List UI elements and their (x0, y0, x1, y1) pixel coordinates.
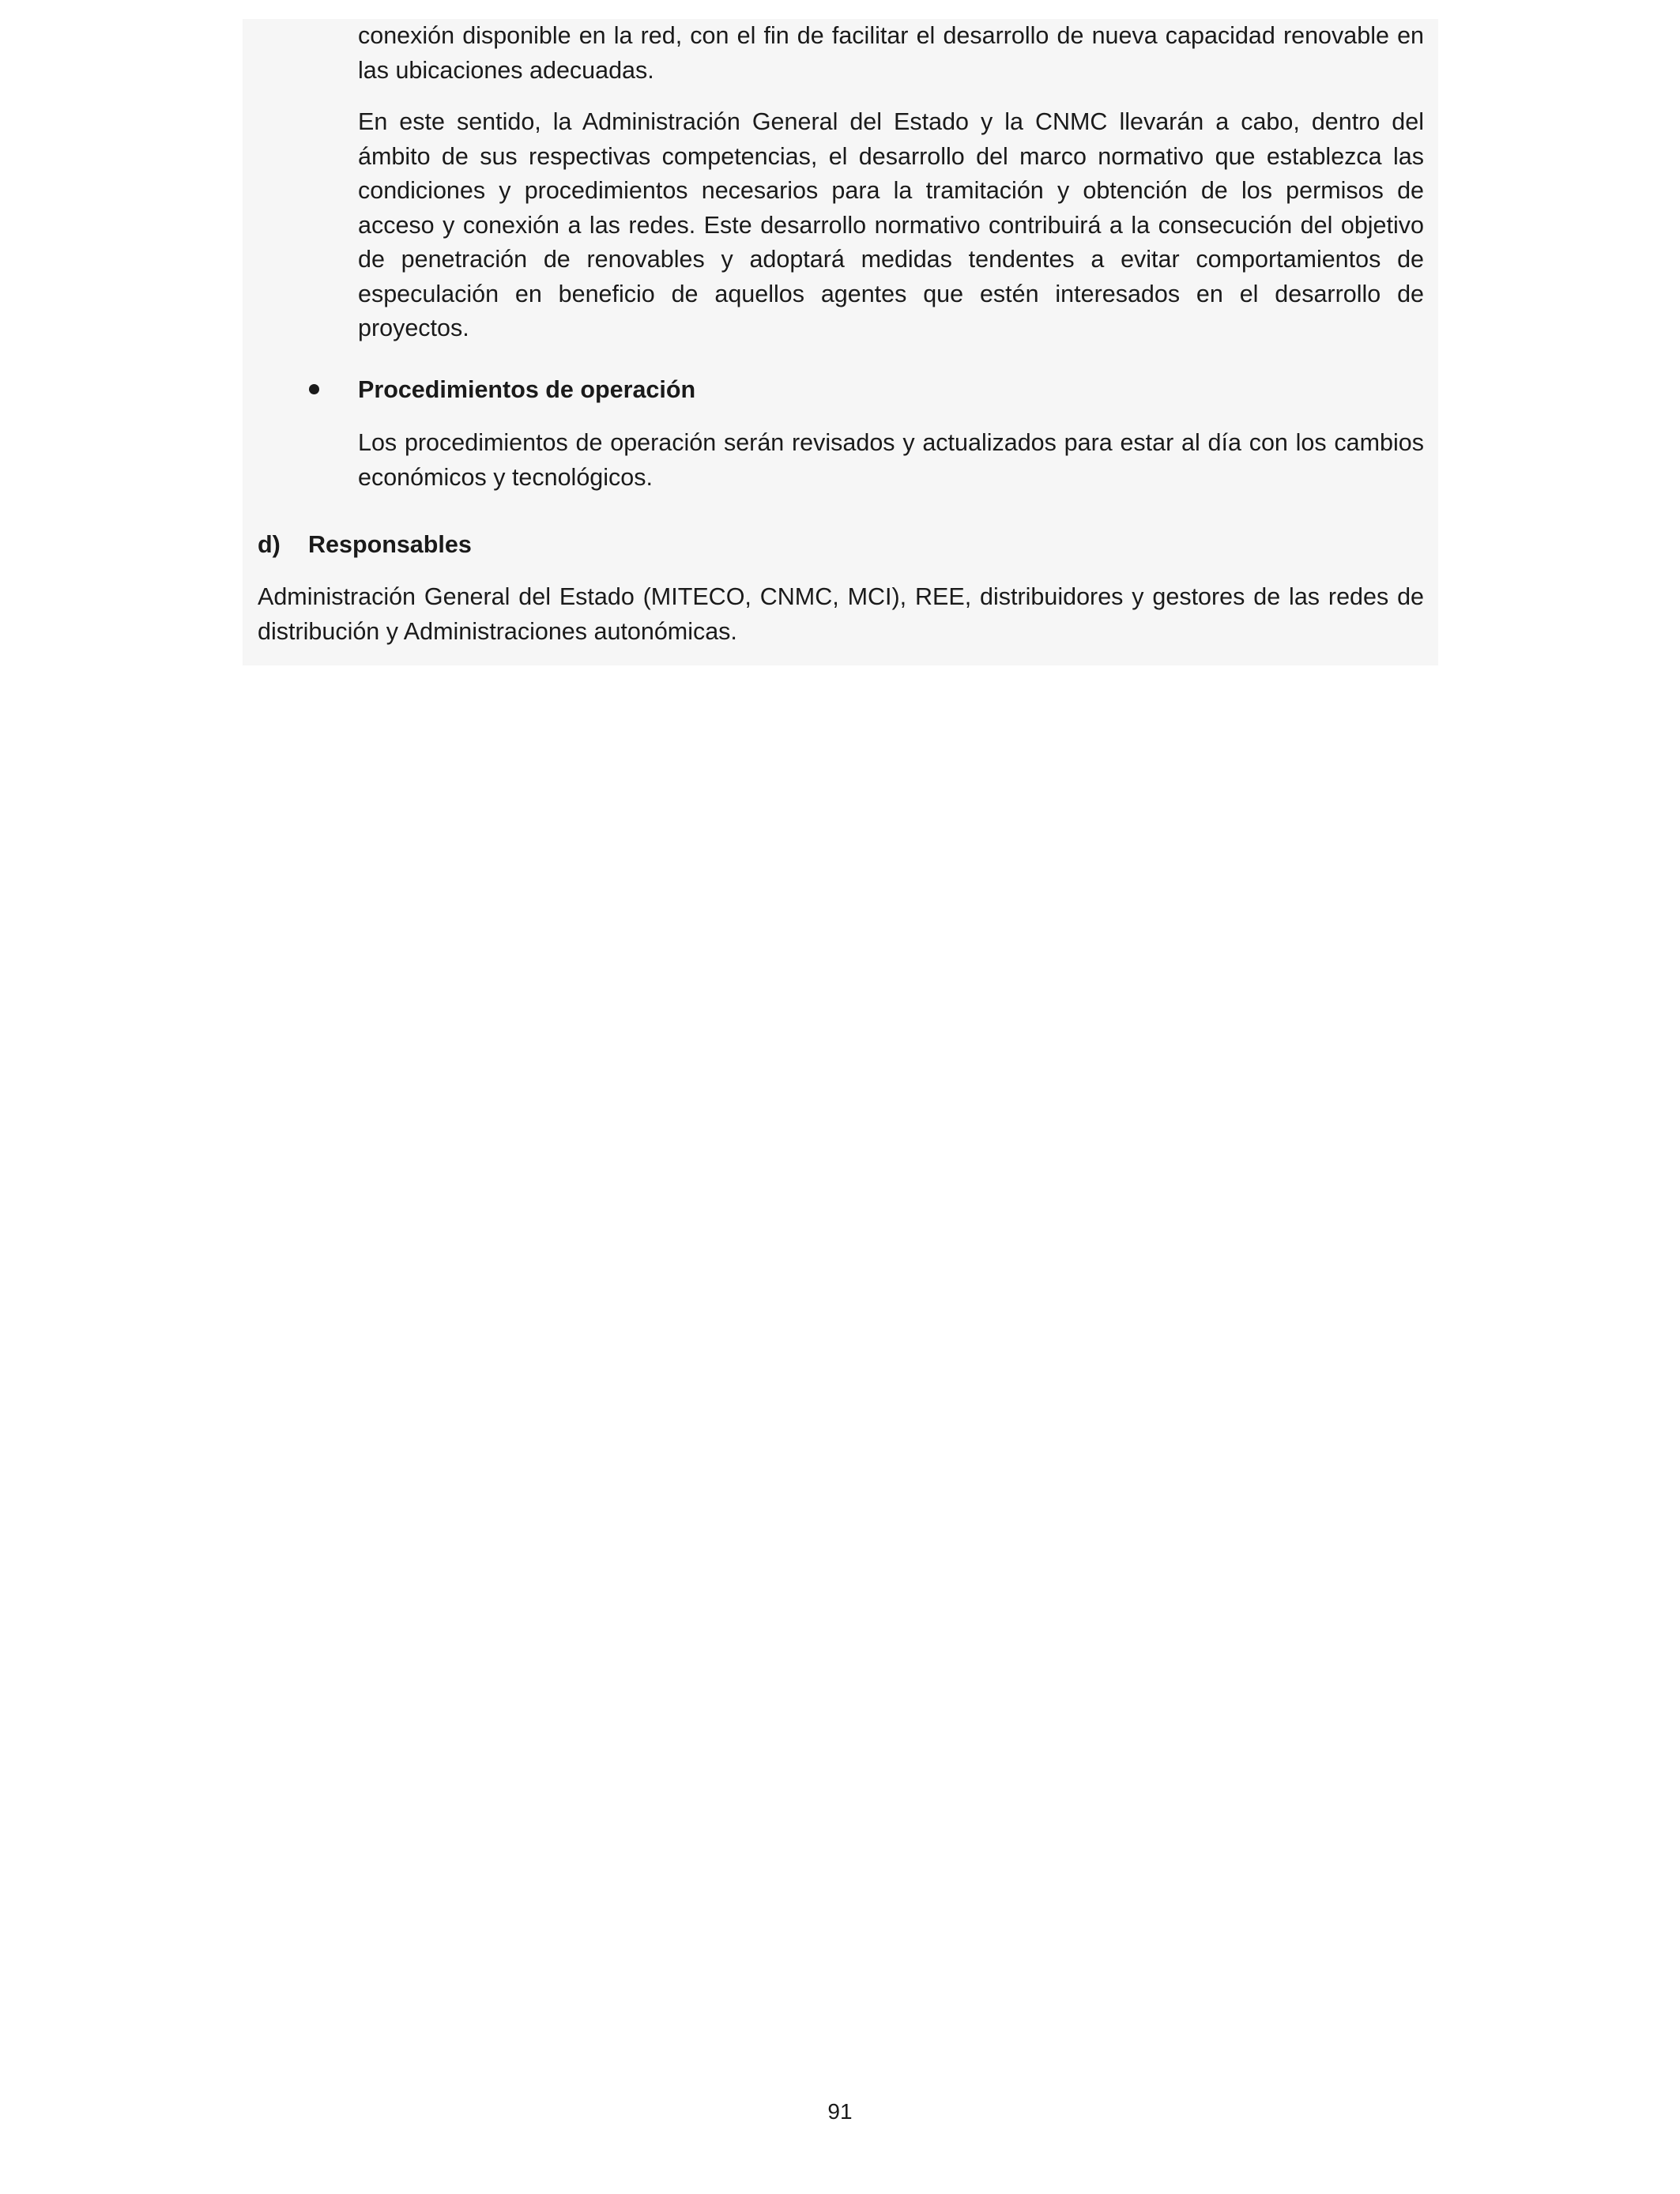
section-body-paragraph: Administración General del Estado (MITECO, CNMC, MCI), REE, distribuidores y gestores de las redes de distribución y Administraciones autonómicas. (258, 583, 1424, 645)
bullet-heading: Procedimientos de operación (358, 376, 696, 403)
section-heading: Responsables (308, 531, 472, 558)
bullet-body-paragraph: Los procedimientos de operación serán revisados y actualizados para estar al día con los cambios económicos y tecnológicos. (358, 429, 1424, 491)
body-paragraph: En este sentido, la Administración General del Estado y la CNMC llevarán a cabo, dentro del ámbito de sus respectivas competencias, el desarrollo del marco normativo que establezca las condiciones y procedimientos necesarios para la tramitación y obtención de los permisos de acceso y conexión a las redes. Este desarrollo normativo contribuirá a la consecución del objetivo de penetración de renovables y adoptará medidas tendentes a evitar comportamientos de especulación en beneficio de aquellos agentes que estén interesados en el desarrollo de proyectos. (358, 108, 1424, 341)
continuation-paragraph: conexión disponible en la red, con el fin de facilitar el desarrollo de nueva capacidad renovable en las ubicaciones adecuadas. (358, 22, 1424, 84)
bullet-icon (309, 384, 319, 394)
page-number: 91 (827, 2099, 853, 2124)
section-letter: d) (258, 531, 281, 558)
